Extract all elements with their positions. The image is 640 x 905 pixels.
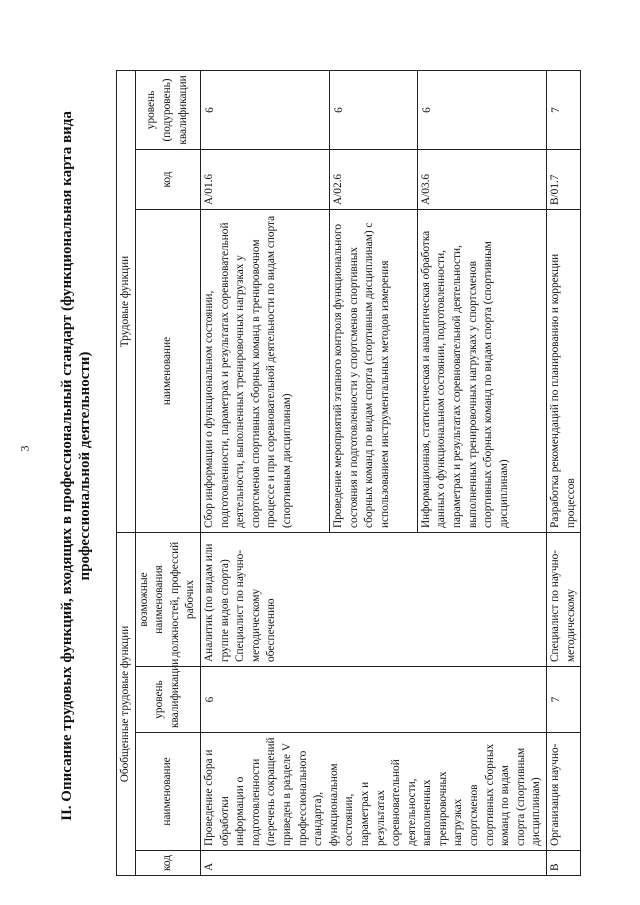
cell-function-level: 6 (330, 70, 418, 149)
rotated-content (56, 56, 606, 876)
cell-function-code: A/01.6 (200, 150, 329, 210)
cell-function-name: Информационная, статистическая и аналитическая обработка данных о функциональном состоянии, подготовленности, параметрах и результатах соревновательной деятельности, выполненных тренировочных нагрузках у спортсменов спортивных сборных команд по видам спорта (спортивным дисциплинам) (417, 210, 546, 533)
cell-function-name: Разработка рекомендаций по планированию и коррекции процессов (547, 210, 581, 533)
cell-function-code: A/02.6 (330, 150, 418, 210)
cell-name: Проведение сбора и обработки информации о подготовленности (перечень сокращений приведен в разделе V профессионального стандарта), функциональном состоянии, параметрах и результатах соревновательной деятельности, выполненных тренировочных нагрузках спортсменов спортивных сборных команд по видам спорта (спортивным дисциплинам) (200, 733, 546, 851)
cell-positions: Аналитик (по видам или группе видов спорта) Специалист по научно-методическому обеспечению (200, 533, 546, 667)
cell-function-level: 7 (547, 70, 581, 149)
cell-code: A (200, 851, 546, 876)
header-positions: возможные наименования должностей, профессий рабочих (135, 533, 200, 667)
header-code: код (135, 851, 200, 876)
section-heading (56, 56, 110, 876)
cell-function-level: 6 (200, 70, 329, 149)
cell-level: 6 (200, 667, 546, 733)
table-row (547, 70, 581, 875)
cell-name: Организация научно- (547, 733, 581, 851)
cell-positions: Специалист по научно-методическому (547, 533, 581, 667)
heading-line-2: профессиональной деятельности) (77, 351, 93, 581)
table-row (200, 70, 329, 875)
header-generalized-functions: Обобщенные трудовые функции (117, 533, 136, 876)
header-labor-functions: Трудовые функции (117, 70, 136, 532)
header-function-level: уровень (подуровень) квалификации (135, 70, 200, 149)
cell-function-name: Проведение мероприятий этапного контроля функционального состояния и подготовленности у спортсменов спортивных сборных команд по видам спорта (спортивным дисциплинам) с использованием инструментальных методов измерения (330, 210, 418, 533)
header-row-1 (117, 70, 136, 875)
cell-function-level: 6 (417, 70, 546, 149)
cell-level: 7 (547, 667, 581, 733)
page-number: 3 (17, 445, 32, 452)
header-level: уровень квалификации (135, 667, 200, 733)
cell-code: B (547, 851, 581, 876)
functional-map-table (116, 70, 581, 876)
header-name: наименование (135, 733, 200, 851)
cell-function-name: Сбор информации о функциональном состоянии, подготовленности, параметрах и результатах соревновательной деятельности, выполненных тренировочных нагрузках у спортсменов спортивных сборных команд в тренировочном процессе и при соревновательной деятельности по видам спорта (спортивным дисциплинам) (200, 210, 329, 533)
header-row-2 (135, 70, 200, 875)
heading-line-1: II. Описание трудовых функций, входящих в профессиональный стандарт (функциональная карта вида (59, 111, 75, 821)
cell-function-code: B/01.7 (547, 150, 581, 210)
header-function-name: наименование (135, 210, 200, 533)
cell-function-code: A/03.6 (417, 150, 546, 210)
header-function-code: код (135, 150, 200, 210)
